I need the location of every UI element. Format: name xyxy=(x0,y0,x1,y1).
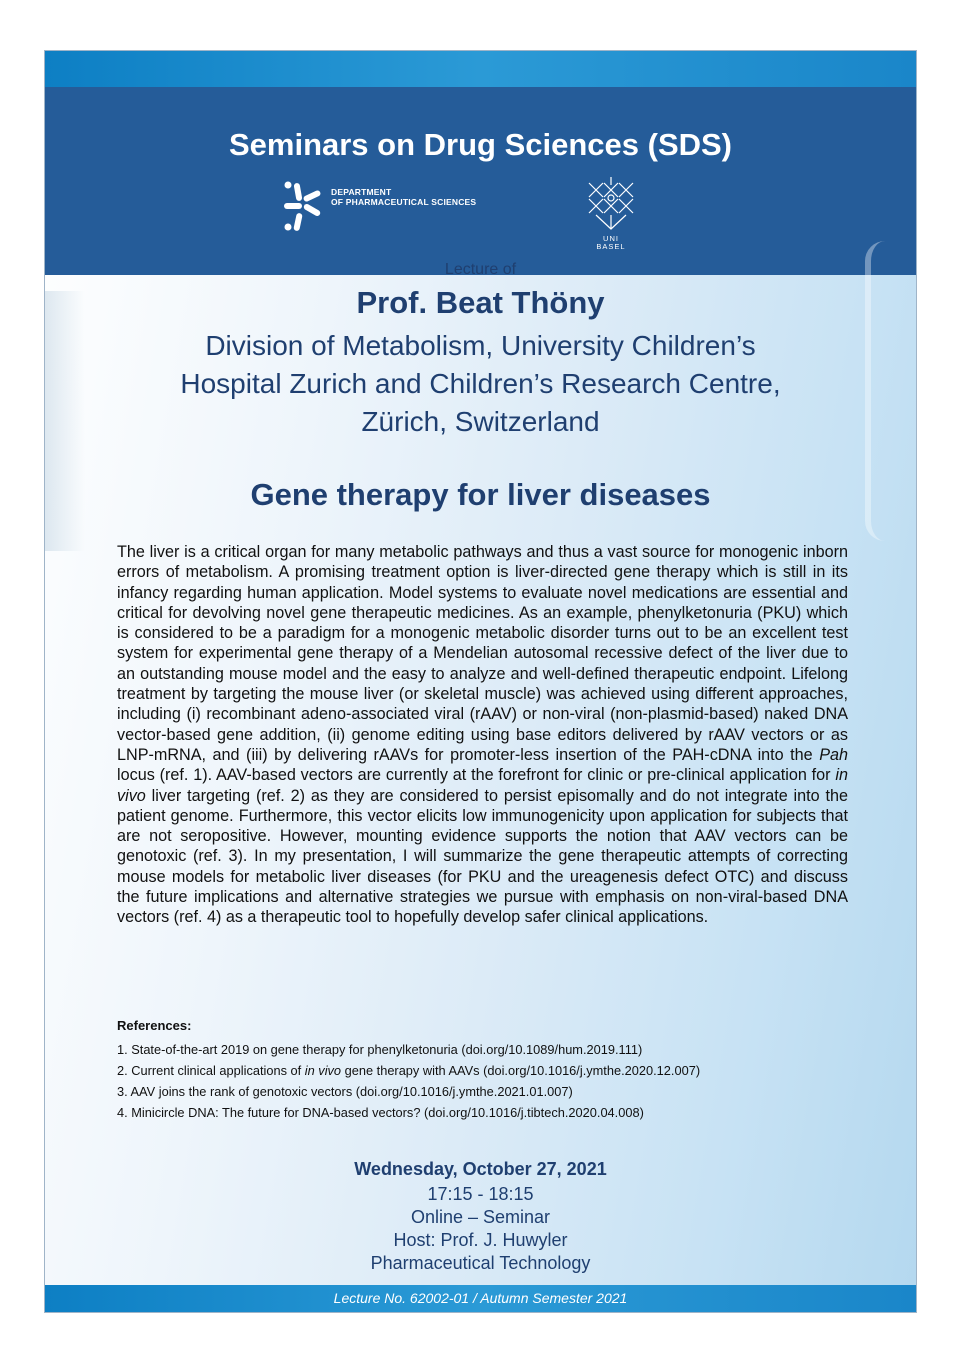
abstract-text xyxy=(117,542,848,928)
reference-item: 3. AAV joins the rank of genotoxic vectors (doi.org/10.1016/j.ymthe.2021.01.007) xyxy=(117,1084,573,1099)
header-band xyxy=(45,87,916,275)
abstract-italic-2: in vivo xyxy=(117,766,848,805)
lecture-intro: Lecture of xyxy=(444,261,517,278)
top-accent-stripe xyxy=(45,51,916,87)
department-line-2: OF PHARMACEUTICAL SCIENCES xyxy=(331,197,477,207)
event-host: Host: Prof. J. Huwyler xyxy=(393,1230,568,1250)
references-list xyxy=(117,1039,700,1123)
abstract-part-3: liver targeting (ref. 2) as they are considered to persist episomally and do not integrate into the patient genome. Furthermore, this vector elicits low immunogenicity upon application for subjects that are not seropositive. However, mounting evidence supports the notion that AAV vectors can be genotoxic (ref. 3). In my presentation, I will summarize the gene therapeutic attempts of correcting mouse models for metabolic liver diseases (for PKU and the ureagenesis defect OTC) and discuss the future implications and alternative strategies we pursue with emphasis on non-viral-based DNA vectors (ref. 4) as a therapeutic tool to hopefully develop safer clinical applications. xyxy=(117,786,848,927)
uni-basel-crest-icon xyxy=(581,175,641,233)
talk-title: Gene therapy for liver diseases xyxy=(250,477,711,512)
event-group: Pharmaceutical Technology xyxy=(370,1253,591,1273)
reference-text: gene therapy with AAVs (doi.org/10.1016/j.ymthe.2020.12.007) xyxy=(341,1063,701,1078)
uni-line-2: BASEL xyxy=(596,242,626,251)
reference-item: 1. State-of-the-art 2019 on gene therapy for phenylketonuria (doi.org/10.1089/hum.2019.111) xyxy=(117,1042,643,1057)
reference-text: 2. Current clinical applications of xyxy=(117,1063,305,1078)
footer-band xyxy=(45,1285,916,1312)
department-logo xyxy=(281,179,477,240)
reference-item xyxy=(117,1060,700,1081)
pharma-dept-icon xyxy=(281,179,327,235)
department-line-1: DEPARTMENT xyxy=(331,187,392,197)
affiliation-line-1: Division of Metabolism, University Children’s xyxy=(205,330,756,361)
affiliation-line-2: Hospital Zurich and Children’s Research Centre, xyxy=(180,368,781,399)
abstract-part-2: locus (ref. 1). AAV-based vectors are currently at the forefront for clinic or pre-clinical application for xyxy=(117,766,836,785)
speaker-name: Prof. Beat Thöny xyxy=(356,285,605,320)
lecture-number: Lecture No. 62002-01 / Autumn Semester 2021 xyxy=(333,1290,628,1306)
uni-basel-wordmark xyxy=(581,235,641,251)
department-name xyxy=(331,187,476,207)
event-date: Wednesday, October 27, 2021 xyxy=(354,1159,607,1179)
reference-item: 4. Minicircle DNA: The future for DNA-based vectors? (doi.org/10.1016/j.tibtech.2020.04.008) xyxy=(117,1105,644,1120)
series-title: Seminars on Drug Sciences (SDS) xyxy=(228,127,733,162)
event-format: Online – Seminar xyxy=(410,1207,551,1227)
reference-italic: in vivo xyxy=(304,1063,342,1078)
speaker-affiliation xyxy=(45,327,916,441)
poster xyxy=(44,50,917,1313)
abstract-part-1: The liver is a critical organ for many metabolic pathways and thus a vast source for monogenic inborn errors of metabolism. A promising treatment option is liver-directed gene therapy which is still in its infancy regarding human application. Model systems to evaluate novel medications are essential and critical for devolving novel gene therapeutic medicines. As an example, phenylketonuria (PKU) which is considered to be a paradigm for a monogenic metabolic disorder turns out to be an excellent test system for experimental gene therapy of a Mendelian autosomal recessive defect of the liver due to an outstanding mouse model and the easy to analyze and well-defined therapeutic endpoint. Lifelong treatment by targeting the mouse liver (or skeletal muscle) was achieved using different approaches, including (i) recombinant adeno-associated viral (rAAV) or non-viral (non-plasmid-based) naked DNA vector-based gene addition, (ii) genome editing using base editors delivered by rAAV vectors or as LNP-mRNA, and (iii) by delivering rAAVs for promoter-less insertion of the PAH-cDNA into the xyxy=(117,543,848,764)
uni-basel-logo xyxy=(581,175,641,255)
uni-line-1: UNI xyxy=(603,234,619,243)
event-info xyxy=(45,1183,916,1275)
event-time: 17:15 - 18:15 xyxy=(427,1184,534,1204)
affiliation-line-3: Zürich, Switzerland xyxy=(361,406,600,437)
references-heading: References: xyxy=(117,1018,192,1033)
abstract-italic-1: Pah xyxy=(819,745,848,764)
